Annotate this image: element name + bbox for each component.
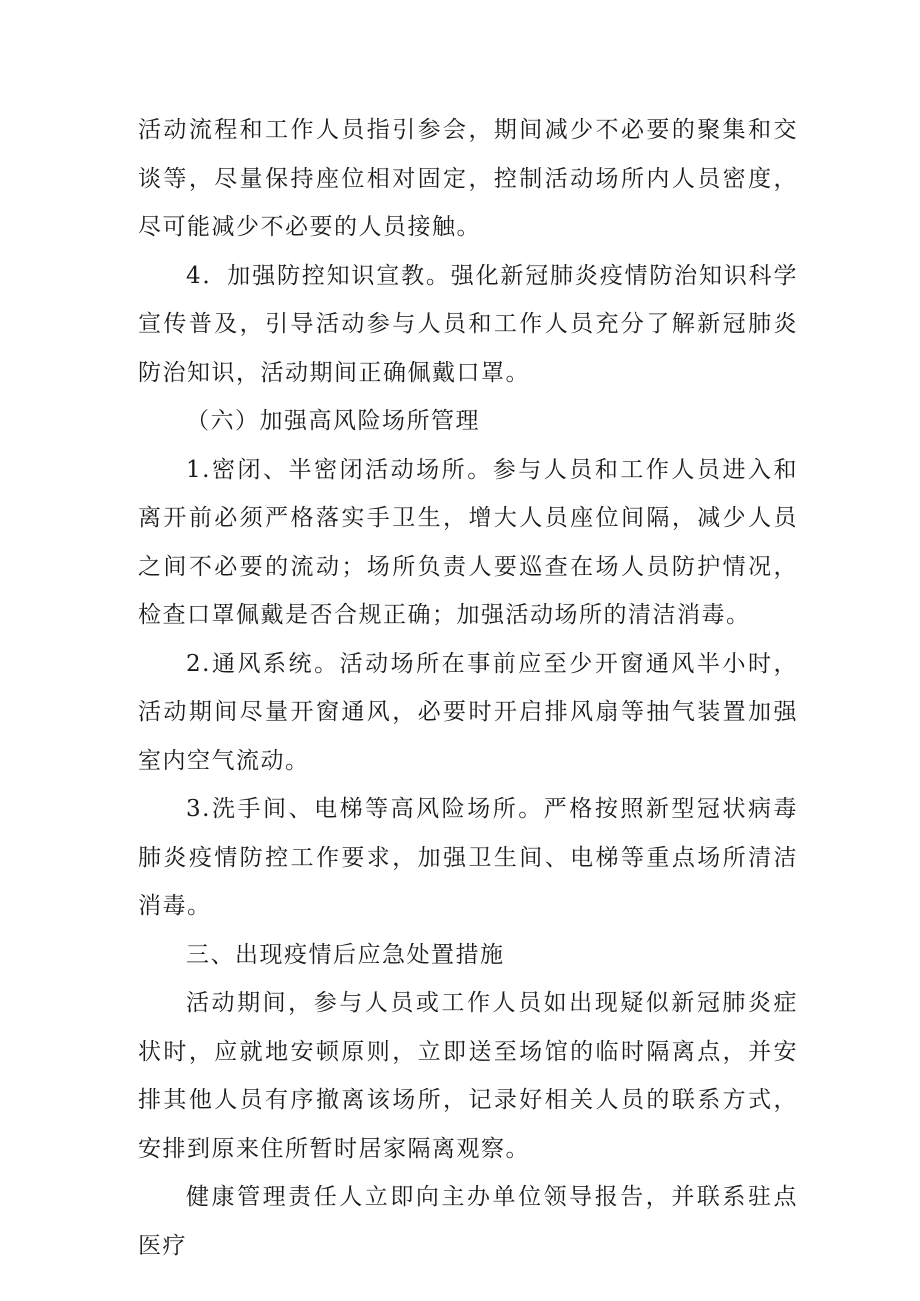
body-paragraph: 活动流程和工作人员指引参会，期间减少不必要的聚集和交谈等，尽量保持座位相对固定，控制活动场所内人员密度，尽可能减少不必要的人员接触。: [138, 117, 798, 240]
document-body: [138, 106, 798, 1270]
body-paragraph: 健康管理责任人立即向主办单位领导报告，并联系驻点医疗: [138, 1184, 798, 1259]
body-paragraph: 1.密闭、半密闭活动场所。参与人员和工作人员进入和离开前必须严格落实手卫生，增大人员座位间隔，减少人员之间不必要的流动；场所负责人要巡查在场人员防护情况，检查口罩佩戴是否合规正确；加强活动场所的清洁消毒。: [138, 456, 798, 628]
body-paragraph: 3.洗手间、电梯等高风险场所。严格按照新型冠状病毒肺炎疫情防控工作要求，加强卫生间、电梯等重点场所清洁消毒。: [138, 796, 798, 919]
body-paragraph: 2.通风系统。活动场所在事前应至少开窗通风半小时，活动期间尽量开窗通风，必要时开启排风扇等抽气装置加强室内空气流动。: [138, 650, 798, 774]
body-paragraph: 活动期间，参与人员或工作人员如出现疑似新冠肺炎症状时，应就地安顿原则，立即送至场馆的临时隔离点，并安排其他人员有序撤离该场所，记录好相关人员的联系方式，安排到原来住所暂时居家隔离观察。: [138, 990, 798, 1162]
section-heading: （六）加强高风险场所管理: [186, 408, 480, 434]
body-paragraph: 4．加强防控知识宣教。强化新冠肺炎疫情防治知识科学宣传普及，引导活动参与人员和工作人员充分了解新冠肺炎防治知识，活动期间正确佩戴口罩。: [138, 262, 798, 386]
section-heading: 三、出现疫情后应急处置措施: [186, 941, 505, 968]
